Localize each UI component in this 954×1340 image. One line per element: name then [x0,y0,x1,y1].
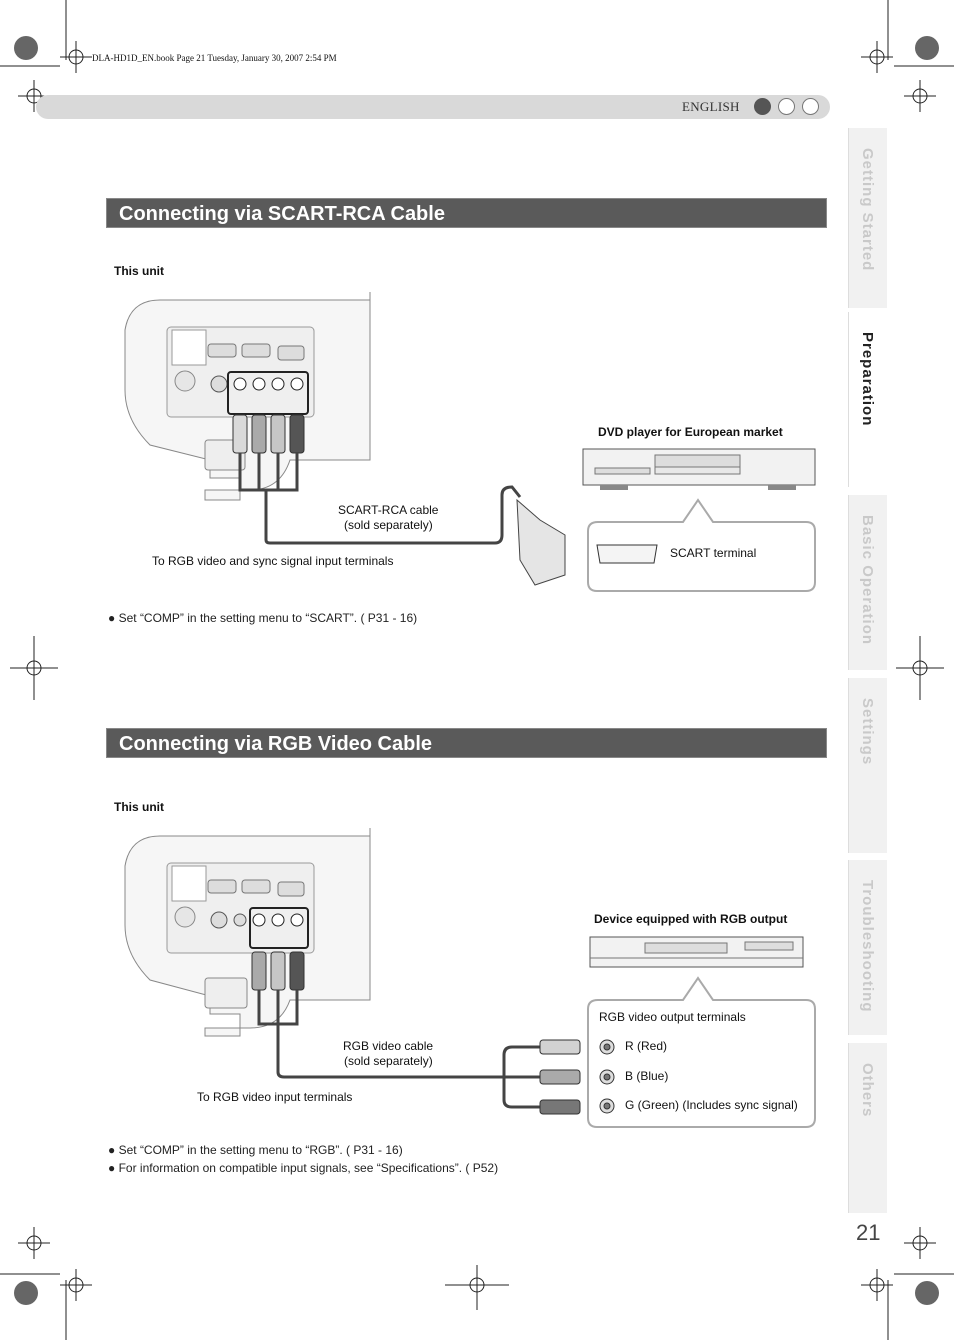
tab-label: Settings [859,698,876,766]
output-b: B (Blue) [625,1069,669,1083]
cable-label-1: RGB video cable [343,1039,434,1053]
note-text: Set “COMP” in the setting menu to “SCART”. ( P31 - 16) [118,611,418,625]
output-r: R (Red) [625,1039,668,1053]
spec-note: ● For information on compatible input signals, see “Specifications”. ( P52) [108,1161,499,1175]
scart-terminal-label: SCART terminal [670,546,757,560]
tab-label: Basic Operation [859,515,876,646]
cable-label-2: (sold separately) [344,1054,433,1068]
tab-label: Troubleshooting [859,880,876,1013]
tab-label: Getting Started [859,148,876,272]
setting-note: ● Set “COMP” in the setting menu to “RGB”. ( P31 - 16) [108,1143,403,1157]
section-title: Connecting via RGB Video Cable [106,728,827,758]
file-info: DLA-HD1D_EN.book Page 21 Tuesday, January 30, 2007 2:54 PM [92,53,337,63]
section-title: Connecting via SCART-RCA Cable [106,198,827,228]
this-unit-label: This unit [114,800,164,814]
tab-label: Preparation [859,332,876,427]
input-terminals-label: To RGB video and sync signal input terminals [152,554,394,568]
note-text: For information on compatible input signals, see “Specifications”. ( P52) [118,1161,499,1175]
this-unit-label: This unit [114,264,164,278]
rgb-device-label: Device equipped with RGB output [594,912,788,926]
cable-label-1: SCART-RCA cable [338,503,439,517]
language-label: ENGLISH [682,99,740,114]
setting-note: ● Set “COMP” in the setting menu to “SCART”. ( P31 - 16) [108,611,418,625]
output-g: G (Green) (Includes sync signal) [625,1098,798,1112]
cable-label-2: (sold separately) [344,518,433,532]
dvd-player-label: DVD player for European market [598,425,783,439]
note-text: Set “COMP” in the setting menu to “RGB”. ( P31 - 16) [118,1143,403,1157]
input-terminals-label: To RGB video input terminals [197,1090,353,1104]
tab-label: Others [859,1063,876,1118]
rgb-output-title: RGB video output terminals [599,1010,746,1024]
page-number: 21 [856,1220,881,1245]
